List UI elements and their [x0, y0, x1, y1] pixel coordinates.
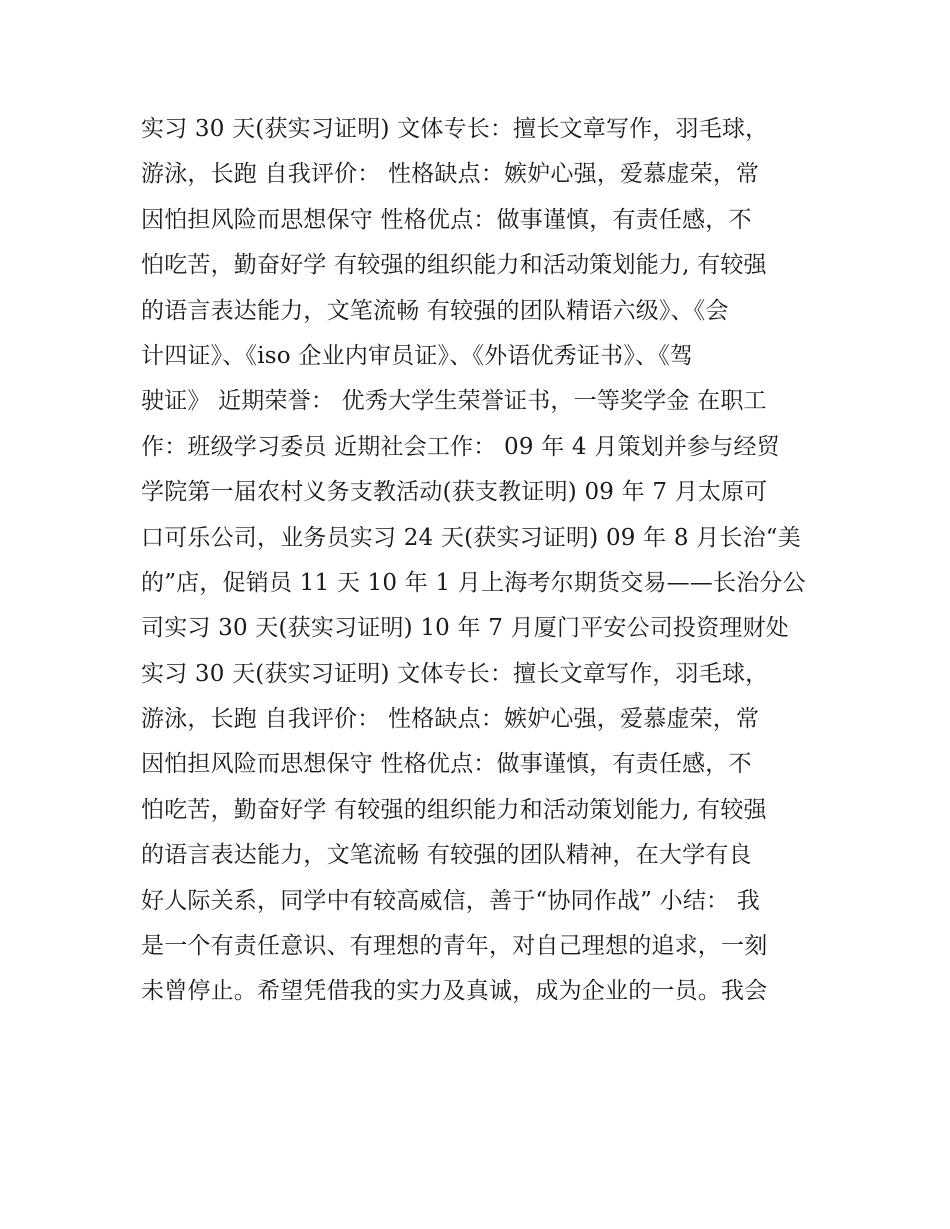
text-line-10: 口可乐公司，业务员实习 24 天(获实习证明) 09 年 8 月长治“美: [141, 524, 801, 551]
text-line-4: 怕吃苦，勤奋好学 有较强的组织能力和活动策划能力, 有较强: [141, 252, 767, 279]
text-line-9: 学院第一届农村义务支教活动(获支教证明) 09 年 7 月太原可: [141, 479, 768, 506]
document-body: [141, 107, 831, 1015]
text-line-8: 作：班级学习委员 近期社会工作： 09 年 4 月策划并参与经贸: [141, 433, 780, 460]
text-line-13: 实习 30 天(获实习证明) 文体专长：擅长文章写作，羽毛球，: [141, 660, 769, 687]
text-line-1: 实习 30 天(获实习证明) 文体专长：擅长文章写作，羽毛球，: [141, 116, 769, 142]
text-line-12: 司实习 30 天(获实习证明) 10 年 7 月厦门平安公司投资理财处: [141, 615, 789, 642]
text-line-16: 怕吃苦，勤奋好学 有较强的组织能力和活动策划能力, 有较强: [141, 796, 767, 823]
text-line-3: 因怕担风险而思想保守 性格优点：做事谨慎，有责任感，不: [141, 206, 752, 233]
text-line-20: 未曾停止。希望凭借我的实力及真诚，成为企业的一员。我会: [141, 978, 768, 1005]
text-line-7: 驶证》 近期荣誉： 优秀大学生荣誉证书，一等奖学金 在职工: [141, 388, 767, 415]
text-line-18: 好人际关系，同学中有较高威信，善于“协同作战” 小结： 我: [141, 887, 760, 914]
text-line-14: 游泳，长跑 自我评价： 性格缺点：嫉妒心强，爱慕虚荣，常: [141, 706, 760, 733]
text-line-15: 因怕担风险而思想保守 性格优点：做事谨慎，有责任感，不: [141, 751, 752, 778]
text-line-5: 的语言表达能力，文笔流畅 有较强的团队精语六级》、《会: [141, 297, 729, 324]
text-line-11: 的”店，促销员 11 天 10 年 1 月上海考尔期货交易——长治分公: [141, 569, 806, 596]
text-line-19: 是一个有责任意识、有理想的青年，对自己理想的追求，一刻: [141, 933, 768, 960]
text-line-17: 的语言表达能力，文笔流畅 有较强的团队精神，在大学有良: [141, 842, 752, 869]
text-line-2: 游泳，长跑 自我评价： 性格缺点：嫉妒心强，爱慕虚荣，常: [141, 161, 760, 188]
text-line-6: 计四证》、《iso 企业内审员证》、《外语优秀证书》、《驾: [141, 342, 694, 369]
